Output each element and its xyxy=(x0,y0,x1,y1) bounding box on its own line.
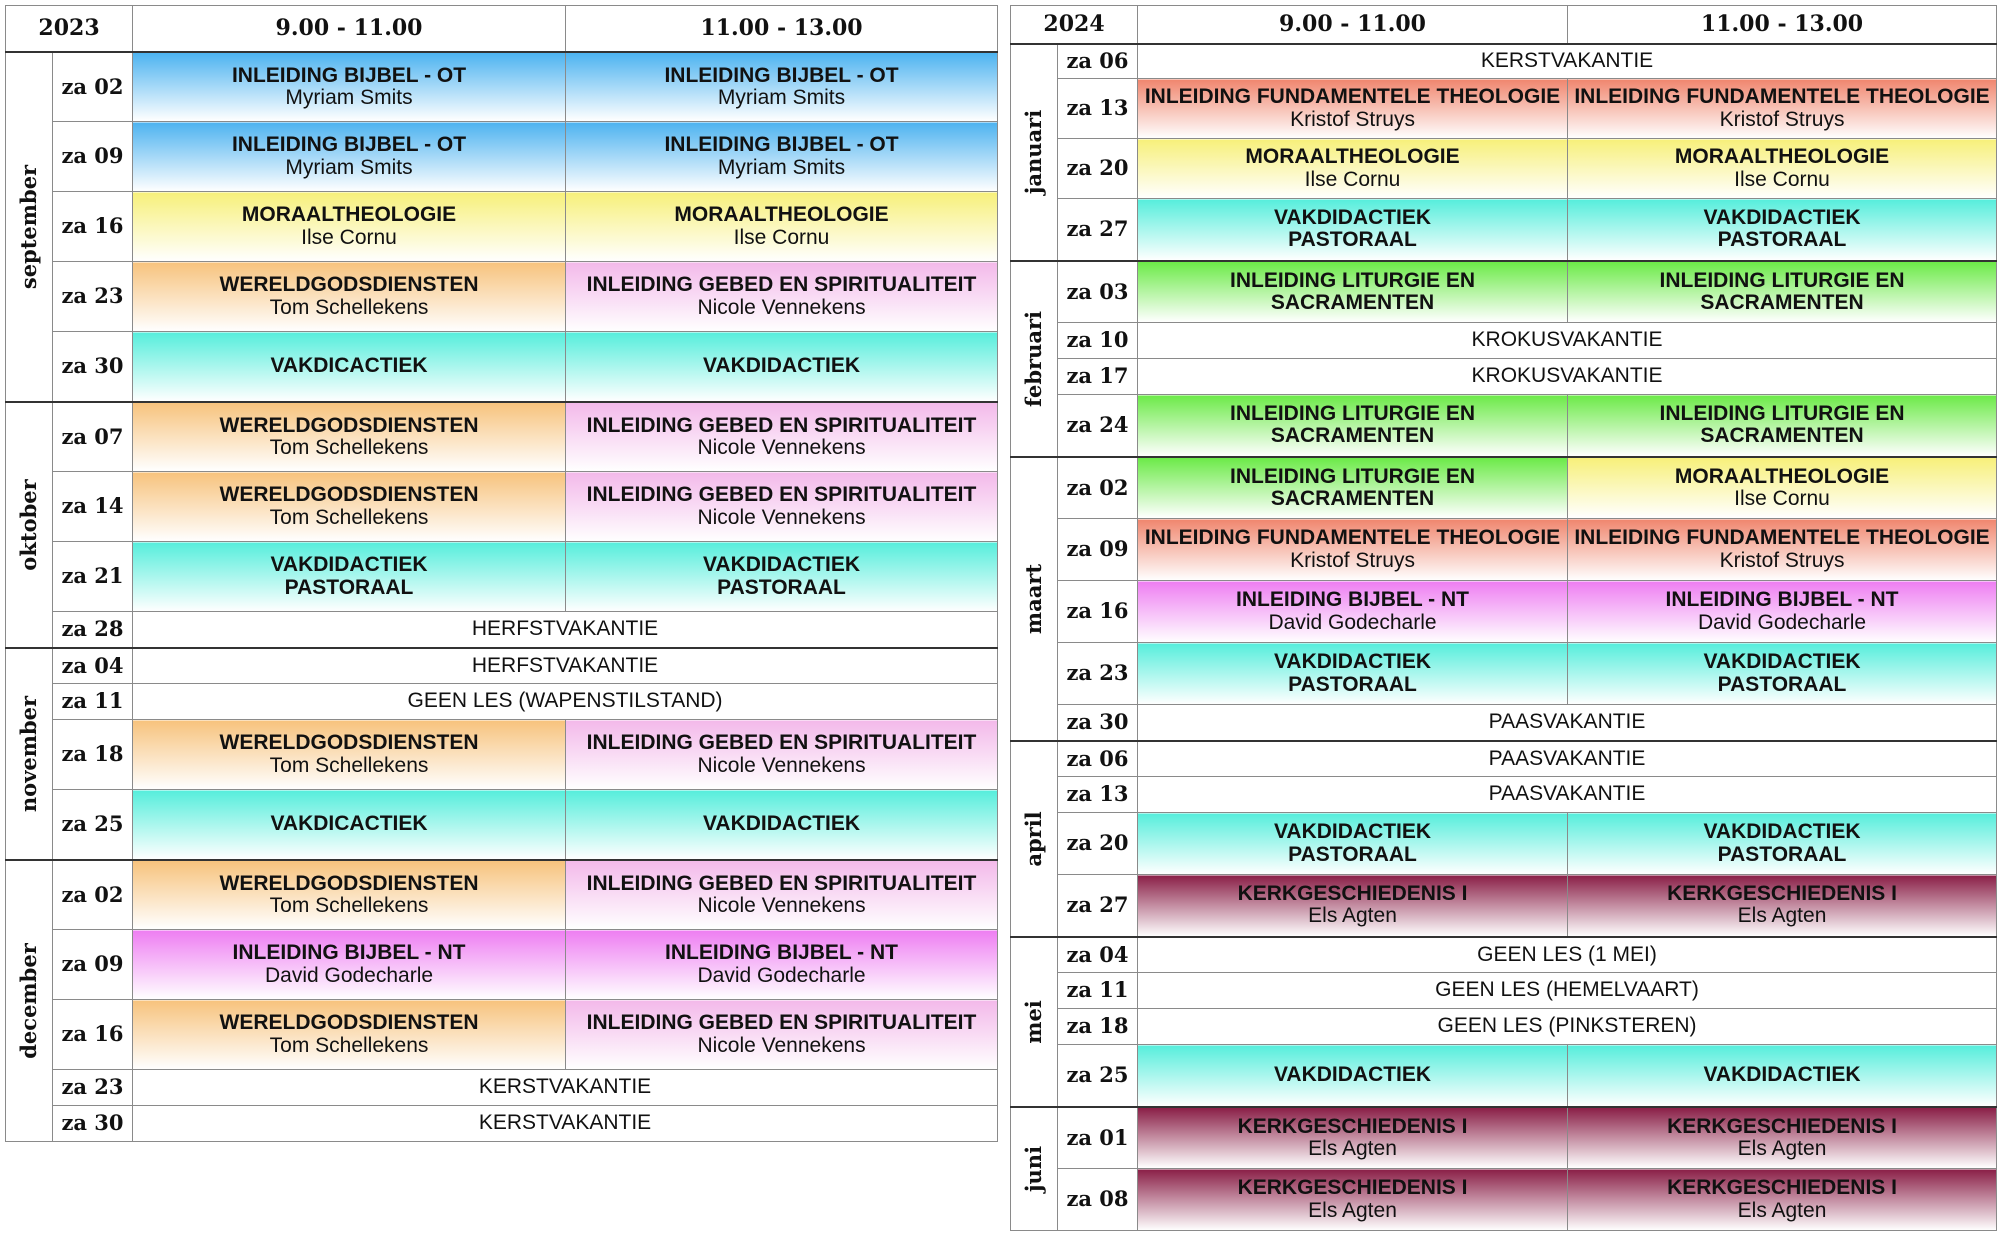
date-cell: za 11 xyxy=(1058,973,1138,1009)
course-title: KERKGESCHIEDENIS I xyxy=(1237,1176,1468,1200)
schedule-row xyxy=(1011,705,1997,741)
course-title: INLEIDING LITURGIE EN xyxy=(1230,464,1476,488)
course-cell xyxy=(1568,875,1997,937)
schedule-row xyxy=(6,720,998,790)
course-subtitle: SACRAMENTEN xyxy=(1270,290,1435,314)
course-teacher: Els Agten xyxy=(1308,904,1397,928)
date-cell: za 17 xyxy=(1058,359,1138,395)
course-teacher: Els Agten xyxy=(1737,904,1827,928)
course-teacher: David Godecharle xyxy=(264,963,434,987)
course-cell xyxy=(566,860,998,930)
holiday-cell: GEEN LES (WAPENSTILSTAND) xyxy=(133,684,998,720)
course-title: KERKGESCHIEDENIS I xyxy=(1237,882,1468,906)
course-subtitle: SACRAMENTEN xyxy=(1700,424,1864,448)
course-title: MORAALTHEOLOGIE xyxy=(1245,145,1460,169)
date-cell: za 16 xyxy=(53,1000,133,1070)
course-teacher: Tom Schellekens xyxy=(269,893,429,917)
course-cell xyxy=(566,402,998,472)
timeslot-header: 11.00 - 13.00 xyxy=(1568,6,1997,44)
course-title: VAKDIDACTIEK xyxy=(702,553,861,577)
date-cell: za 09 xyxy=(53,930,133,1000)
date-cell: za 09 xyxy=(53,122,133,192)
schedule-row xyxy=(6,612,998,648)
course-title: INLEIDING LITURGIE EN xyxy=(1659,402,1905,426)
month-name: februari xyxy=(1020,310,1046,407)
schedule-row xyxy=(1011,643,1997,705)
course-cell xyxy=(1138,261,1568,323)
date-cell: za 04 xyxy=(1058,937,1138,973)
date-cell: za 18 xyxy=(53,720,133,790)
header-row xyxy=(1011,6,1997,44)
holiday-cell: KERSTVAKANTIE xyxy=(1138,44,1997,79)
course-cell xyxy=(1568,457,1997,519)
year-header: 2023 xyxy=(6,6,133,52)
schedule-row xyxy=(1011,44,1997,79)
timeslot-header: 11.00 - 13.00 xyxy=(566,6,998,52)
header-row xyxy=(6,6,998,52)
holiday-cell: HERFSTVAKANTIE xyxy=(133,612,998,648)
course-teacher: David Godecharle xyxy=(1697,610,1867,634)
course-title: KERKGESCHIEDENIS I xyxy=(1237,1114,1468,1138)
date-cell: za 02 xyxy=(53,860,133,930)
course-title: INLEIDING LITURGIE EN xyxy=(1659,268,1905,292)
date-cell: za 23 xyxy=(1058,643,1138,705)
course-teacher: Tom Schellekens xyxy=(269,435,429,459)
course-cell xyxy=(133,542,566,612)
schedule-row xyxy=(6,122,998,192)
course-cell xyxy=(1138,519,1568,581)
course-title: VAKDIDACTIEK xyxy=(1703,650,1861,674)
course-teacher: David Godecharle xyxy=(697,963,866,987)
month-label xyxy=(6,648,53,860)
date-cell: za 30 xyxy=(1058,705,1138,741)
schedule-row xyxy=(1011,813,1997,875)
date-cell: za 30 xyxy=(53,1106,133,1142)
course-cell xyxy=(133,122,566,192)
course-teacher: Ilse Cornu xyxy=(1734,486,1830,510)
course-title: INLEIDING FUNDAMENTELE THEOLOGIE xyxy=(1144,85,1561,109)
course-teacher: David Godecharle xyxy=(1268,610,1437,634)
course-cell xyxy=(566,262,998,332)
date-cell: za 07 xyxy=(53,402,133,472)
schedule-row xyxy=(1011,1169,1997,1231)
course-title: INLEIDING FUNDAMENTELE THEOLOGIE xyxy=(1574,526,1990,550)
schedule-row xyxy=(1011,875,1997,937)
course-subtitle: SACRAMENTEN xyxy=(1700,290,1864,314)
course-teacher: Els Agten xyxy=(1737,1136,1827,1160)
holiday-cell: GEEN LES (PINKSTEREN) xyxy=(1138,1009,1997,1045)
schedule-row xyxy=(6,472,998,542)
course-teacher: Myriam Smits xyxy=(285,85,413,109)
course-teacher: Nicole Vennekens xyxy=(697,1033,866,1057)
year-header: 2024 xyxy=(1011,6,1138,44)
schedule-row xyxy=(1011,199,1997,261)
schedule-row xyxy=(1011,139,1997,199)
course-subtitle: PASTORAAL xyxy=(1288,842,1417,866)
schedule-row xyxy=(6,52,998,122)
month-label xyxy=(1011,457,1058,741)
course-teacher: Kristof Struys xyxy=(1290,548,1415,572)
course-teacher: Nicole Vennekens xyxy=(697,295,866,319)
course-teacher: Nicole Vennekens xyxy=(697,893,866,917)
schedule-row xyxy=(1011,777,1997,813)
course-title: INLEIDING GEBED EN SPIRITUALITEIT xyxy=(586,731,977,755)
date-cell: za 25 xyxy=(53,790,133,860)
course-title: VAKDIDACTIEK xyxy=(1273,1063,1432,1087)
course-cell xyxy=(1138,1045,1568,1107)
course-title: VAKDICACTIEK xyxy=(270,354,428,378)
course-cell xyxy=(566,192,998,262)
date-cell: za 13 xyxy=(1058,777,1138,813)
course-subtitle: SACRAMENTEN xyxy=(1270,486,1435,510)
course-title: INLEIDING BIJBEL - OT xyxy=(231,133,467,157)
course-subtitle: PASTORAAL xyxy=(1288,672,1417,696)
course-cell xyxy=(566,720,998,790)
date-cell: za 16 xyxy=(1058,581,1138,643)
month-name: januari xyxy=(1020,109,1046,195)
date-cell: za 01 xyxy=(1058,1107,1138,1169)
date-cell: za 24 xyxy=(1058,395,1138,457)
course-teacher: Els Agten xyxy=(1737,1198,1827,1222)
schedule-row xyxy=(6,930,998,1000)
date-cell: za 21 xyxy=(53,542,133,612)
month-label xyxy=(1011,261,1058,457)
course-cell xyxy=(1568,1045,1997,1107)
course-cell xyxy=(133,192,566,262)
date-cell: za 03 xyxy=(1058,261,1138,323)
schedule-2024 xyxy=(1010,5,1997,1231)
course-subtitle: PASTORAAL xyxy=(1717,672,1847,696)
timeslot-header: 9.00 - 11.00 xyxy=(1138,6,1568,44)
course-cell xyxy=(133,860,566,930)
course-teacher: Ilse Cornu xyxy=(301,225,397,249)
course-teacher: Tom Schellekens xyxy=(269,753,429,777)
course-title: INLEIDING FUNDAMENTELE THEOLOGIE xyxy=(1574,85,1990,109)
course-title: WERELDGODSDIENSTEN xyxy=(219,413,479,437)
course-title: INLEIDING BIJBEL - OT xyxy=(664,133,899,157)
schedule-row xyxy=(6,332,998,402)
course-cell xyxy=(1568,199,1997,261)
date-cell: za 27 xyxy=(1058,199,1138,261)
course-cell xyxy=(1568,519,1997,581)
course-title: KERKGESCHIEDENIS I xyxy=(1667,1114,1897,1138)
course-cell xyxy=(1138,457,1568,519)
course-title: INLEIDING GEBED EN SPIRITUALITEIT xyxy=(586,1011,977,1035)
course-teacher: Nicole Vennekens xyxy=(697,505,866,529)
course-title: MORAALTHEOLOGIE xyxy=(674,203,889,227)
course-cell xyxy=(133,332,566,402)
course-cell xyxy=(1138,643,1568,705)
month-label xyxy=(6,860,53,1142)
date-cell: za 23 xyxy=(53,262,133,332)
course-subtitle: SACRAMENTEN xyxy=(1270,424,1435,448)
date-cell: za 20 xyxy=(1058,813,1138,875)
course-cell xyxy=(566,930,998,1000)
date-cell: za 06 xyxy=(1058,741,1138,777)
month-label xyxy=(1011,741,1058,937)
course-teacher: Tom Schellekens xyxy=(269,505,429,529)
course-cell xyxy=(1138,199,1568,261)
course-teacher: Myriam Smits xyxy=(285,155,413,179)
course-title: INLEIDING GEBED EN SPIRITUALITEIT xyxy=(586,871,977,895)
holiday-cell: PAASVAKANTIE xyxy=(1138,777,1997,813)
course-cell xyxy=(133,720,566,790)
course-title: KERKGESCHIEDENIS I xyxy=(1667,882,1897,906)
course-subtitle: PASTORAAL xyxy=(1717,842,1847,866)
holiday-cell: PAASVAKANTIE xyxy=(1138,705,1997,741)
course-title: MORAALTHEOLOGIE xyxy=(1674,464,1890,488)
date-cell: za 14 xyxy=(53,472,133,542)
course-cell xyxy=(1568,643,1997,705)
course-subtitle: PASTORAAL xyxy=(284,575,414,599)
course-title: INLEIDING GEBED EN SPIRITUALITEIT xyxy=(586,273,977,297)
month-name: mei xyxy=(1020,999,1046,1044)
schedule-row xyxy=(6,648,998,684)
course-cell xyxy=(1138,875,1568,937)
course-title: INLEIDING BIJBEL - NT xyxy=(1665,588,1899,612)
course-title: INLEIDING BIJBEL - OT xyxy=(231,63,467,87)
course-title: VAKDIDACTIEK xyxy=(1703,206,1861,230)
course-cell xyxy=(1138,813,1568,875)
course-teacher: Ilse Cornu xyxy=(1304,167,1401,191)
course-teacher: Els Agten xyxy=(1308,1136,1397,1160)
course-title: VAKDICACTIEK xyxy=(270,812,428,836)
course-cell xyxy=(133,52,566,122)
holiday-cell: KROKUSVAKANTIE xyxy=(1138,359,1997,395)
schedule-row xyxy=(1011,261,1997,323)
course-title: KERKGESCHIEDENIS I xyxy=(1667,1176,1897,1200)
course-title: VAKDIDACTIEK xyxy=(702,354,861,378)
course-teacher: Tom Schellekens xyxy=(269,1033,429,1057)
holiday-cell: PAASVAKANTIE xyxy=(1138,741,1997,777)
course-title: INLEIDING LITURGIE EN xyxy=(1230,402,1476,426)
schedule-row xyxy=(1011,581,1997,643)
date-cell: za 30 xyxy=(53,332,133,402)
course-cell xyxy=(133,262,566,332)
schedule-row xyxy=(1011,741,1997,777)
schedule-row xyxy=(1011,1107,1997,1169)
holiday-cell: GEEN LES (HEMELVAART) xyxy=(1138,973,1997,1009)
course-title: VAKDIDACTIEK xyxy=(1703,820,1861,844)
course-title: MORAALTHEOLOGIE xyxy=(241,203,457,227)
course-title: VAKDIDACTIEK xyxy=(1273,820,1432,844)
course-teacher: Kristof Struys xyxy=(1719,107,1845,131)
schedule-row xyxy=(6,542,998,612)
course-title: VAKDIDACTIEK xyxy=(702,812,861,836)
month-name: december xyxy=(15,942,41,1059)
course-teacher: Nicole Vennekens xyxy=(697,435,866,459)
schedule-row xyxy=(6,684,998,720)
holiday-cell: GEEN LES (1 MEI) xyxy=(1138,937,1997,973)
schedule-row xyxy=(6,262,998,332)
course-title: VAKDIDACTIEK xyxy=(1273,206,1432,230)
schedule-row xyxy=(1011,1045,1997,1107)
date-cell: za 23 xyxy=(53,1070,133,1106)
course-cell xyxy=(1568,395,1997,457)
course-title: INLEIDING BIJBEL - NT xyxy=(1236,588,1469,612)
course-title: MORAALTHEOLOGIE xyxy=(1674,145,1890,169)
course-cell xyxy=(1568,581,1997,643)
course-cell xyxy=(1568,1107,1997,1169)
month-label xyxy=(6,52,53,402)
course-cell xyxy=(1138,139,1568,199)
schedule-row xyxy=(6,1000,998,1070)
course-title: INLEIDING BIJBEL - NT xyxy=(665,941,898,965)
date-cell: za 20 xyxy=(1058,139,1138,199)
course-subtitle: PASTORAAL xyxy=(1717,228,1847,252)
schedule-2023 xyxy=(5,5,998,1142)
schedule-row xyxy=(1011,79,1997,139)
course-cell xyxy=(1568,79,1997,139)
course-cell xyxy=(1138,79,1568,139)
date-cell: za 06 xyxy=(1058,44,1138,79)
course-title: WERELDGODSDIENSTEN xyxy=(219,483,479,507)
course-title: VAKDIDACTIEK xyxy=(1703,1063,1861,1087)
course-cell xyxy=(133,930,566,1000)
course-title: VAKDIDACTIEK xyxy=(1273,650,1432,674)
month-name: oktober xyxy=(15,478,41,571)
course-cell xyxy=(1568,813,1997,875)
course-title: INLEIDING GEBED EN SPIRITUALITEIT xyxy=(586,413,977,437)
month-label xyxy=(1011,1107,1058,1231)
month-label xyxy=(6,402,53,648)
date-cell: za 25 xyxy=(1058,1045,1138,1107)
schedule-row xyxy=(6,860,998,930)
schedule-row xyxy=(1011,937,1997,973)
timeslot-header: 9.00 - 11.00 xyxy=(133,6,566,52)
course-teacher: Els Agten xyxy=(1308,1198,1397,1222)
holiday-cell: HERFSTVAKANTIE xyxy=(133,648,998,684)
course-cell xyxy=(1568,1169,1997,1231)
course-teacher: Ilse Cornu xyxy=(1734,167,1830,191)
schedule-row xyxy=(1011,323,1997,359)
month-name: april xyxy=(1020,810,1046,867)
date-cell: za 04 xyxy=(53,648,133,684)
course-cell xyxy=(566,332,998,402)
course-cell xyxy=(566,542,998,612)
date-cell: za 27 xyxy=(1058,875,1138,937)
course-teacher: Tom Schellekens xyxy=(269,295,429,319)
course-cell xyxy=(1138,581,1568,643)
schedule-row xyxy=(1011,359,1997,395)
course-cell xyxy=(566,122,998,192)
course-title: WERELDGODSDIENSTEN xyxy=(219,1011,479,1035)
course-subtitle: PASTORAAL xyxy=(1288,228,1417,252)
month-label xyxy=(1011,937,1058,1107)
month-name: november xyxy=(15,695,41,812)
schedule-row xyxy=(1011,519,1997,581)
month-name: september xyxy=(15,164,41,289)
course-title: INLEIDING FUNDAMENTELE THEOLOGIE xyxy=(1144,526,1561,550)
schedule-row xyxy=(1011,1009,1997,1045)
schedule-row xyxy=(6,402,998,472)
course-cell xyxy=(133,790,566,860)
month-name: maart xyxy=(1020,563,1046,634)
course-title: WERELDGODSDIENSTEN xyxy=(219,273,479,297)
course-cell xyxy=(566,52,998,122)
course-subtitle: PASTORAAL xyxy=(717,575,846,599)
course-cell xyxy=(1568,139,1997,199)
course-teacher: Kristof Struys xyxy=(1719,548,1845,572)
course-cell xyxy=(133,472,566,542)
course-cell xyxy=(566,472,998,542)
date-cell: za 08 xyxy=(1058,1169,1138,1231)
course-title: INLEIDING LITURGIE EN xyxy=(1230,268,1476,292)
date-cell: za 02 xyxy=(1058,457,1138,519)
course-teacher: Myriam Smits xyxy=(717,155,846,179)
course-cell xyxy=(1138,1107,1568,1169)
schedule-row xyxy=(6,1106,998,1142)
date-cell: za 02 xyxy=(53,52,133,122)
course-title: INLEIDING GEBED EN SPIRITUALITEIT xyxy=(586,483,977,507)
schedule-row xyxy=(1011,457,1997,519)
course-title: WERELDGODSDIENSTEN xyxy=(219,871,479,895)
course-teacher: Myriam Smits xyxy=(717,85,846,109)
date-cell: za 18 xyxy=(1058,1009,1138,1045)
month-label xyxy=(1011,44,1058,261)
course-cell xyxy=(566,1000,998,1070)
date-cell: za 13 xyxy=(1058,79,1138,139)
course-cell xyxy=(1568,261,1997,323)
course-cell xyxy=(133,402,566,472)
schedule-row xyxy=(1011,395,1997,457)
holiday-cell: KROKUSVAKANTIE xyxy=(1138,323,1997,359)
course-cell xyxy=(566,790,998,860)
schedule-row xyxy=(6,1070,998,1106)
course-teacher: Nicole Vennekens xyxy=(697,753,866,777)
course-cell xyxy=(1138,1169,1568,1231)
course-title: INLEIDING BIJBEL - NT xyxy=(232,941,466,965)
holiday-cell: KERSTVAKANTIE xyxy=(133,1070,998,1106)
schedule-row xyxy=(6,790,998,860)
date-cell: za 16 xyxy=(53,192,133,262)
date-cell: za 10 xyxy=(1058,323,1138,359)
holiday-cell: KERSTVAKANTIE xyxy=(133,1106,998,1142)
date-cell: za 09 xyxy=(1058,519,1138,581)
date-cell: za 28 xyxy=(53,612,133,648)
course-title: WERELDGODSDIENSTEN xyxy=(219,731,479,755)
course-teacher: Kristof Struys xyxy=(1290,107,1415,131)
date-cell: za 11 xyxy=(53,684,133,720)
schedule-row xyxy=(1011,973,1997,1009)
course-title: VAKDIDACTIEK xyxy=(270,553,428,577)
month-name: juni xyxy=(1020,1145,1046,1192)
course-teacher: Ilse Cornu xyxy=(733,225,830,249)
course-title: INLEIDING BIJBEL - OT xyxy=(664,63,899,87)
course-cell xyxy=(1138,395,1568,457)
course-cell xyxy=(133,1000,566,1070)
schedule-row xyxy=(6,192,998,262)
